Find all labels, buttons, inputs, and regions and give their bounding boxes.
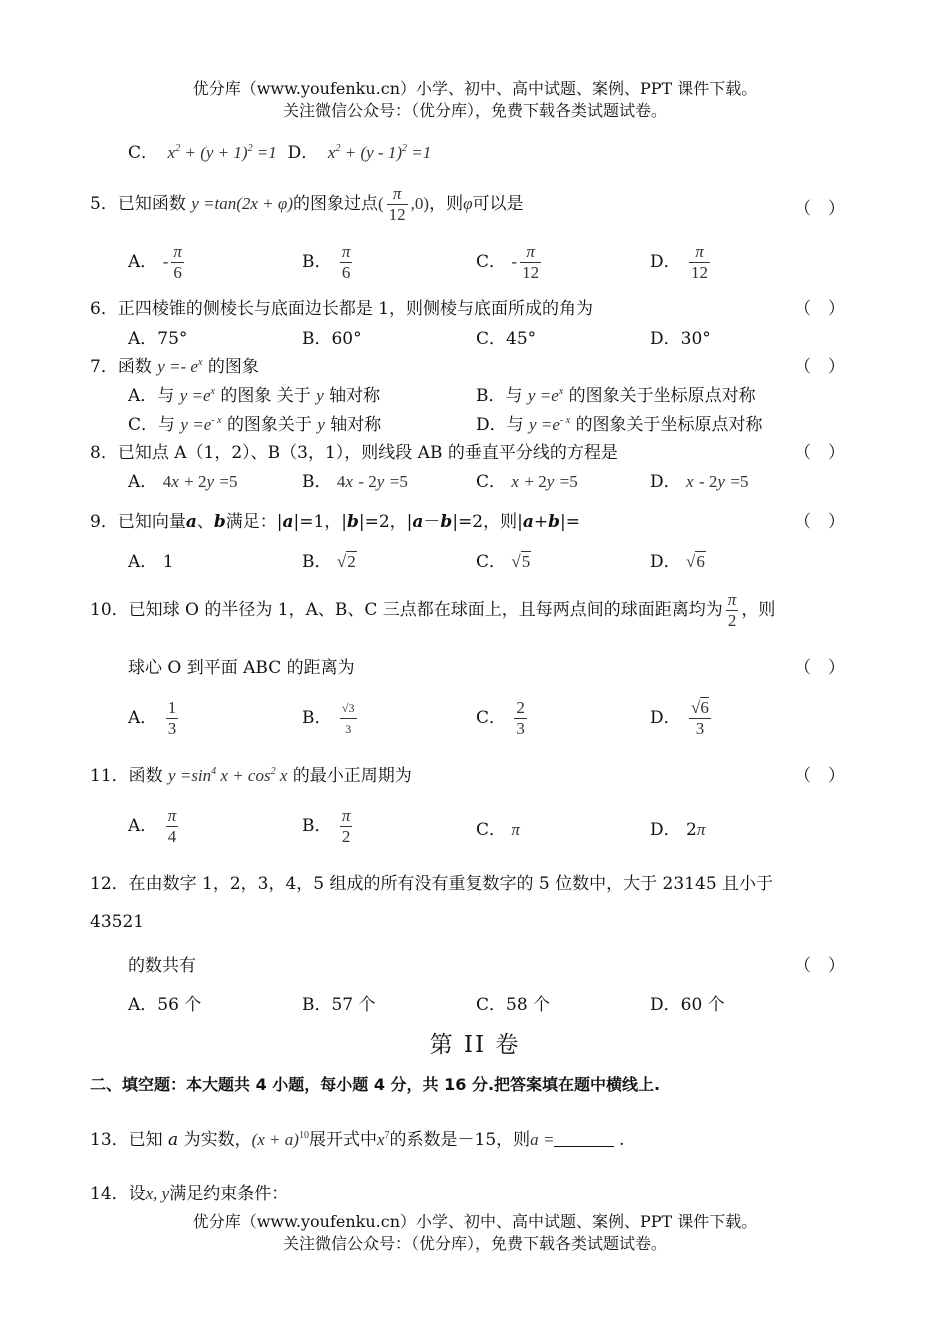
q9-stem: 9．已知向量a、b满足：|a|=1，|b|=2，|a－b|=2，则|a+b|= <box>90 512 580 532</box>
q11-option-d[interactable]: D． 2π <box>650 820 706 840</box>
q6-option-b[interactable]: B．60° <box>302 329 362 349</box>
q8-option-a[interactable]: A． 4x + 2y =5 <box>128 472 238 492</box>
q8-stem: 8．已知点 A（1，2）、B（3，1），则线段 AB 的垂直平分线的方程是 <box>90 443 618 463</box>
q12-option-a[interactable]: A．56 个 <box>128 995 202 1015</box>
q12-option-b[interactable]: B．57 个 <box>302 995 376 1015</box>
q5-function: y =tan(2x + φ) <box>191 194 293 213</box>
q10-option-a[interactable]: A． $\frac{1}{3}$ <box>128 698 177 738</box>
q5-answer-bracket[interactable]: （ ） <box>794 199 845 219</box>
q12-stem-line1: 12．在由数字 1，2，3，4，5 组成的所有没有重复数字的 5 位数中，大于 23145 且小于 <box>90 874 774 894</box>
q14-stem: 14．设x, y满足约束条件： <box>90 1184 289 1204</box>
q9-option-a[interactable]: A． 1 <box>128 552 174 572</box>
q5-option-c[interactable]: C． - $\frac{\pi}{12}$ <box>476 242 540 282</box>
q10-option-c[interactable]: C． $\frac{2}{3}$ <box>476 698 525 738</box>
q11-answer-bracket[interactable]: （ ） <box>794 766 845 786</box>
q10-answer-bracket[interactable]: （ ） <box>794 658 845 678</box>
q6-option-d[interactable]: D．30° <box>650 329 711 349</box>
footer-line-1: 优分库（www.youfenku.cn）小学、初中、高中试题、案例、PPT 课件下载。 <box>192 1212 758 1231</box>
q6-option-a[interactable]: A．75° <box>128 329 188 349</box>
q5-option-d[interactable]: D． $\frac{\pi}{12}$ <box>650 242 709 282</box>
q11-option-c[interactable]: C． π <box>476 820 520 840</box>
q5-stem: 5．已知函数 y =tan(2x + φ)的图象过点( $\frac{\pi}{12}$ ,0)，则φ可以是 <box>90 184 524 224</box>
q6-stem: 6．正四棱锥的侧棱长与底面边长都是 1，则侧棱与底面所成的角为 <box>90 299 594 319</box>
part2-instructions: 二、填空题：本大题共 4 小题，每小题 4 分，共 16 分.把答案填在题中横线上. <box>90 1075 661 1094</box>
q6-answer-bracket[interactable]: （ ） <box>794 299 845 319</box>
q7-stem: 7．函数 $y =- e^x$ 的图象 <box>90 357 259 377</box>
q5-option-b[interactable]: B． $\frac{\pi}{6}$ <box>302 242 351 282</box>
q7-answer-bracket[interactable]: （ ） <box>794 357 845 377</box>
q8-answer-bracket[interactable]: （ ） <box>794 443 845 463</box>
header-line-1: 优分库（www.youfenku.cn）小学、初中、高中试题、案例、PPT 课件下载。 <box>192 79 758 98</box>
q4-c-math: $x^2 + (y + 1)^2 =1$ <box>163 143 277 162</box>
q12-option-c[interactable]: C．58 个 <box>476 995 551 1015</box>
q11-stem: 11．函数 $y =\sin^4$ $x + \cos^2 x$ 的最小正周期为 <box>90 766 412 786</box>
q9-option-c[interactable]: C． √5 <box>476 552 531 572</box>
q10-stem-line1: 10．已知球 O 的半径为 1，A、B、C 三点都在球面上，且每两点间的球面距离均为 $\frac{\pi}{2}$ ，则 <box>90 590 776 630</box>
q8-option-b[interactable]: B． 4x - 2y =5 <box>302 472 408 492</box>
q4-d-label: D． <box>287 143 319 163</box>
q12-stem-line3: 的数共有 <box>128 956 196 976</box>
q8-option-d[interactable]: D． x - 2y =5 <box>650 472 749 492</box>
q9-option-b[interactable]: B． √2 <box>302 552 356 572</box>
q11-option-b[interactable]: B． $\frac{\pi}{2}$ <box>302 806 351 846</box>
q10-option-b[interactable]: B． $\frac{√3}{3}$ <box>302 696 360 740</box>
q13-answer-blank[interactable] <box>554 1130 614 1147</box>
q10-stem-line2: 球心 O 到平面 ABC 的距离为 <box>128 658 355 678</box>
q9-option-d[interactable]: D． √6 <box>650 552 705 572</box>
footer-line-2: 关注微信公众号：（优分库），免费下载各类试题试卷。 <box>282 1234 667 1253</box>
q13-stem: 13．已知 a 为实数，$(x + a)^{10}$展开式中$x^7$的系数是－15，则a = . <box>90 1130 625 1150</box>
q8-option-c[interactable]: C． x + 2y =5 <box>476 472 578 492</box>
q5-option-a[interactable]: A． - $\frac{\pi}{6}$ <box>128 242 182 282</box>
q7-option-d[interactable]: D．与 $y =e^{- x}$ 的图象关于坐标原点对称 <box>476 415 763 435</box>
q7-option-b[interactable]: B．与 $y =e^x$ 的图象关于坐标原点对称 <box>476 386 756 406</box>
q5-point-frac: $\frac{\pi}{12}$ <box>388 184 406 224</box>
q10-option-d[interactable]: D． $\frac{√6}{3}$ <box>650 698 709 738</box>
q7-option-c[interactable]: C．与 $y =e^{- x}$ 的图象关于 y 轴对称 <box>128 415 382 435</box>
q12-stem-line2: 43521 <box>90 912 145 932</box>
q11-option-a[interactable]: A． $\frac{\pi}{4}$ <box>128 806 177 846</box>
q6-option-c[interactable]: C．45° <box>476 329 537 349</box>
q4-options-cd <box>128 138 431 163</box>
header-line-2: 关注微信公众号：（优分库），免费下载各类试题试卷。 <box>282 101 667 120</box>
q4-d-math: $x^2 + (y - 1)^2 =1$ <box>323 143 432 162</box>
part2-title: 第 II 卷 <box>429 1032 521 1058</box>
q4-c-label: C． <box>128 143 159 163</box>
q7-option-a[interactable]: A．与 $y =e^x$ 的图象 关于 y 轴对称 <box>128 386 381 406</box>
q12-option-d[interactable]: D．60 个 <box>650 995 725 1015</box>
q9-answer-bracket[interactable]: （ ） <box>794 512 845 532</box>
q12-answer-bracket[interactable]: （ ） <box>794 956 845 976</box>
